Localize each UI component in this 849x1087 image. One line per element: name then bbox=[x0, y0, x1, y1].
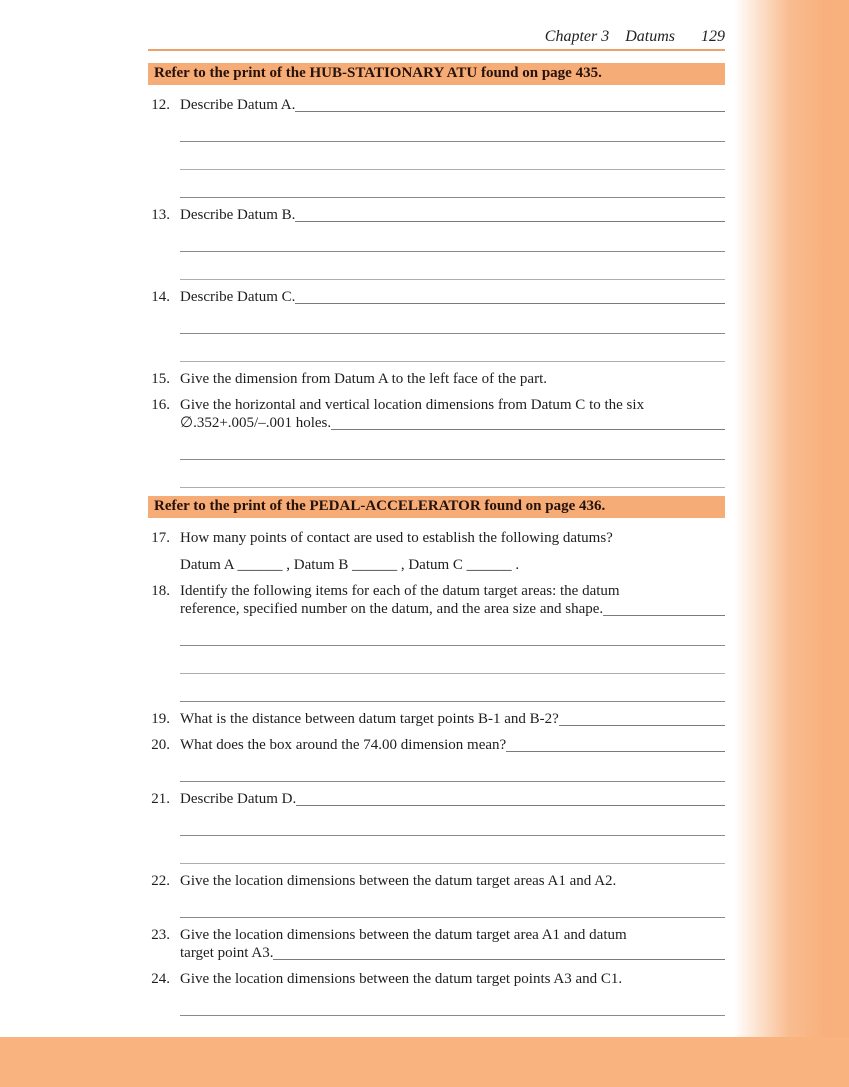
answer-line-tail bbox=[295, 303, 725, 304]
answer-blank-line bbox=[180, 988, 725, 1016]
answer-blank-line bbox=[180, 754, 725, 782]
question-text-line bbox=[180, 288, 725, 306]
question-text: What is the distance between datum target points B-1 and B-2? bbox=[180, 711, 559, 727]
question-body bbox=[180, 370, 725, 388]
answer-blank-line bbox=[180, 252, 725, 280]
answer-blank-line bbox=[180, 674, 725, 702]
question-text: Describe Datum D. bbox=[180, 791, 297, 807]
question-item bbox=[148, 872, 725, 918]
question-text: How many points of contact are used to establish the following datums? bbox=[180, 530, 613, 546]
inline-answer-blanks-line: Datum A ______ , Datum B ______ , Datum C ______ . bbox=[180, 557, 520, 573]
question-text: Give the dimension from Datum A to the left face of the part. bbox=[180, 371, 547, 387]
question-item bbox=[148, 529, 725, 574]
question-body bbox=[180, 710, 725, 728]
answer-blank-line bbox=[180, 114, 725, 142]
question-item bbox=[148, 396, 725, 488]
question-text-line bbox=[180, 582, 725, 600]
question-text-line bbox=[180, 790, 725, 808]
answer-blank-line bbox=[180, 142, 725, 170]
question-text-line bbox=[180, 736, 725, 754]
section-label: Datums bbox=[625, 28, 675, 45]
question-text-line bbox=[180, 414, 725, 432]
question-body bbox=[180, 582, 725, 702]
question-body bbox=[180, 736, 725, 782]
question-text: ∅.352+.005/–.001 holes. bbox=[180, 415, 332, 431]
answer-blank-line bbox=[180, 808, 725, 836]
question-number: 24. bbox=[151, 971, 170, 987]
question-text: reference, specified number on the datum, and the area size and shape. bbox=[180, 601, 604, 617]
question-text: Give the location dimensions between the datum target area A1 and datum bbox=[180, 927, 627, 943]
question-text: Describe Datum C. bbox=[180, 289, 296, 305]
question-body bbox=[180, 970, 725, 1016]
question-item bbox=[148, 710, 725, 728]
reference-banner-pedal-accelerator: Refer to the print of the PEDAL-ACCELERATOR found on page 436. bbox=[148, 496, 725, 518]
answer-line-tail bbox=[603, 615, 725, 616]
question-text-line bbox=[180, 396, 725, 414]
question-number: 19. bbox=[151, 711, 170, 727]
question-item bbox=[148, 582, 725, 702]
answer-line-tail bbox=[331, 429, 725, 430]
question-body bbox=[180, 206, 725, 280]
question-item bbox=[148, 370, 725, 388]
question-text-line bbox=[180, 529, 725, 547]
question-number: 20. bbox=[151, 737, 170, 753]
question-body bbox=[180, 926, 725, 962]
question-text-line bbox=[180, 872, 725, 890]
question-number: 18. bbox=[151, 583, 170, 599]
question-item bbox=[148, 926, 725, 962]
question-text: Identify the following items for each of the datum target areas: the datum bbox=[180, 583, 620, 599]
answer-blank-line bbox=[180, 836, 725, 864]
question-text-line bbox=[180, 710, 725, 728]
question-text-line bbox=[180, 970, 725, 988]
question-text: Give the location dimensions between the datum target areas A1 and A2. bbox=[180, 873, 617, 889]
answer-line-tail bbox=[273, 959, 725, 960]
question-list-1 bbox=[148, 96, 725, 488]
question-body bbox=[180, 396, 725, 488]
answer-blank-line bbox=[180, 890, 725, 918]
question-item bbox=[148, 970, 725, 1016]
answer-blank-line bbox=[180, 170, 725, 198]
question-item bbox=[148, 790, 725, 864]
answer-line-tail bbox=[295, 111, 725, 112]
answer-blank-line bbox=[180, 334, 725, 362]
question-text: Give the location dimensions between the datum target points A3 and C1. bbox=[180, 971, 623, 987]
question-text: Describe Datum A. bbox=[180, 97, 296, 113]
question-body bbox=[180, 790, 725, 864]
answer-line-tail bbox=[295, 221, 725, 222]
question-text: Describe Datum B. bbox=[180, 207, 296, 223]
question-number: 17. bbox=[151, 530, 170, 546]
question-body bbox=[180, 529, 725, 574]
answer-blank-line bbox=[180, 224, 725, 252]
answer-blank-line bbox=[180, 306, 725, 334]
question-text-line bbox=[180, 926, 725, 944]
question-number: 22. bbox=[151, 873, 170, 889]
answer-blank-line bbox=[180, 646, 725, 674]
question-text-line bbox=[180, 96, 725, 114]
answer-line-tail bbox=[559, 725, 725, 726]
page-number: 129 bbox=[701, 28, 725, 45]
page-bottom-bar bbox=[0, 1037, 849, 1087]
question-number: 12. bbox=[151, 97, 170, 113]
reference-banner-hub-stationary: Refer to the print of the HUB-STATIONARY ATU found on page 435. bbox=[148, 63, 725, 85]
question-list-2 bbox=[148, 529, 725, 1016]
question-text-line bbox=[180, 600, 725, 618]
answer-line-tail bbox=[506, 751, 725, 752]
answer-blank-line bbox=[180, 460, 725, 488]
question-item bbox=[148, 288, 725, 362]
question-text-line bbox=[180, 944, 725, 962]
question-number: 16. bbox=[151, 397, 170, 413]
answer-blank-line bbox=[180, 432, 725, 460]
question-text: Give the horizontal and vertical location dimensions from Datum C to the six bbox=[180, 397, 645, 413]
question-number: 23. bbox=[151, 927, 170, 943]
question-text: target point A3. bbox=[180, 945, 274, 961]
question-text: What does the box around the 74.00 dimension mean? bbox=[180, 737, 507, 753]
page-content bbox=[148, 0, 725, 1024]
answer-line-tail bbox=[296, 805, 725, 806]
question-item bbox=[148, 736, 725, 782]
question-number: 21. bbox=[151, 791, 170, 807]
question-item bbox=[148, 206, 725, 280]
question-number: 13. bbox=[151, 207, 170, 223]
question-text-line bbox=[180, 206, 725, 224]
chapter-label: Chapter 3 bbox=[544, 28, 610, 45]
question-body bbox=[180, 288, 725, 362]
page-edge-gradient bbox=[734, 0, 849, 1087]
question-number: 14. bbox=[151, 289, 170, 305]
question-text-line bbox=[180, 370, 725, 388]
question-item bbox=[148, 96, 725, 198]
answer-blank-line bbox=[180, 618, 725, 646]
question-body bbox=[180, 96, 725, 198]
page-header bbox=[148, 0, 725, 51]
question-number: 15. bbox=[151, 371, 170, 387]
question-body bbox=[180, 872, 725, 918]
